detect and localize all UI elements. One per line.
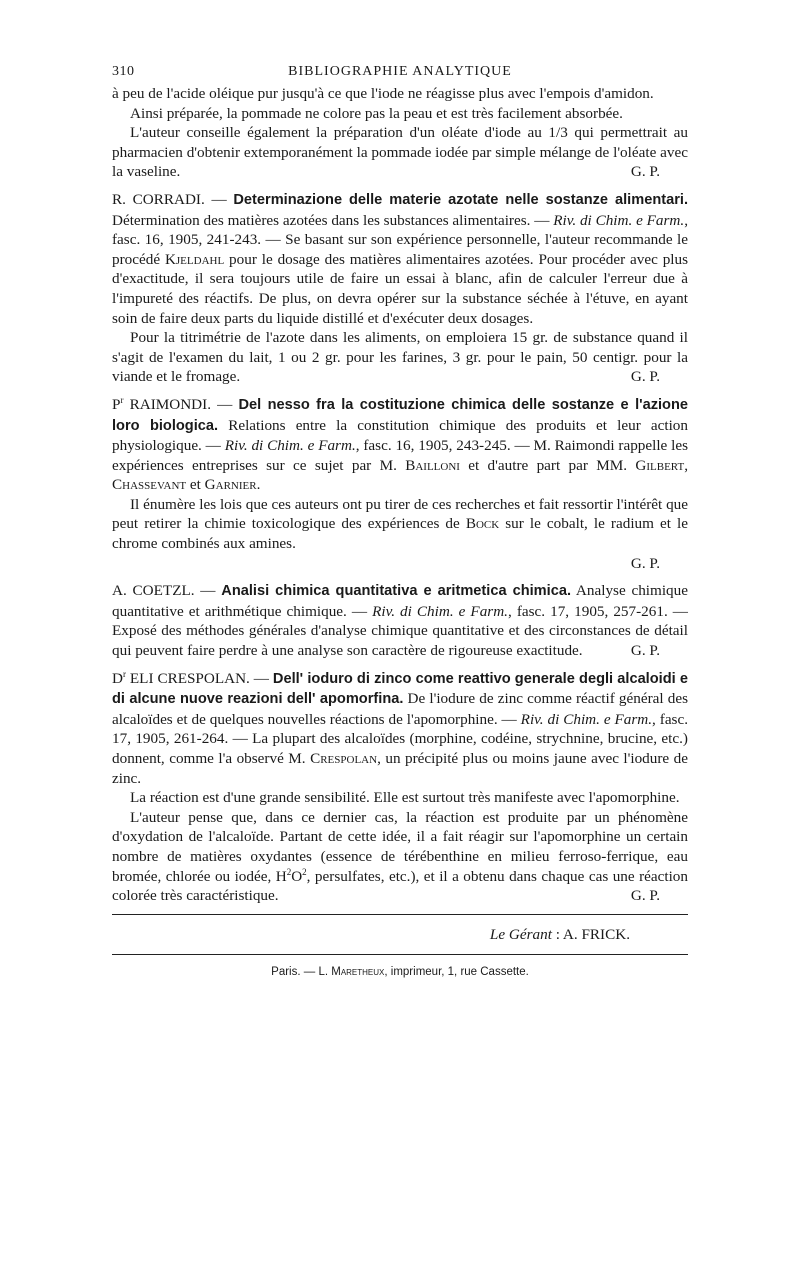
paragraph: à peu de l'acide oléique pur jusqu'à ce que l'iode ne réagisse plus avec l'empois d'amidon. [112, 85, 654, 102]
divider [112, 914, 688, 915]
paragraph: Pour la titrimétrie de l'azote dans les aliments, on emploiera 15 gr. de substance quand il s'agit de l'examen du lait, 1 ou 2 gr. pour les farines, 3 gr. pour le pain, 50 centigr. pour la viande et le fromage. G. P. [112, 329, 688, 386]
signature: G. P. [630, 554, 660, 572]
entry-author: A. COETZL. — [112, 582, 222, 600]
entry-title: Determinazione delle materie azotate nelle sostanze alimentari. [233, 191, 688, 208]
journal-name: Riv. di Chim. e Farm. [553, 211, 685, 229]
signature: G. P. [630, 887, 660, 905]
person-name: Gilbert [635, 456, 685, 474]
entry-author: $P^r$ RAIMONDI. — [112, 394, 239, 413]
journal-name: Riv. di Chim. e Farm. [372, 602, 508, 620]
entry-author: $D^r$ ELI CRESPOLAN. — [112, 668, 273, 687]
person-name: Crespolan [310, 750, 378, 767]
entry-title: Del nesso fra la costituzione chimica delle sostanze e l'azione loro biologica. [112, 396, 689, 434]
person-name: Garnier [204, 476, 257, 494]
signature: G. P. [630, 642, 660, 660]
entry-title: Dell' ioduro di zinco come reattivo generale degli alcaloidi e di alcune nuove reazioni dell' apomorfina. [112, 670, 688, 708]
paragraph: Il énumère les lois que ces auteurs ont pu tirer de ces recherches et fait ressortir l'intérêt que peut retirer la chimie toxicologique des expériences de Bock sur le cobalt, le radium et le chrome combinés aux amines. [112, 495, 688, 553]
signature: G. P. [630, 163, 660, 181]
person-name: Bailloni [405, 456, 460, 474]
review-entry-crespolan: $D^r$ ELI CRESPOLAN. — Dell' ioduro di zinco come reattivo generale degli alcaloidi e di alcune nuove reazioni dell' apomorfina. De l'iodure de zinc comme réactif général des alcaloïdes et de quelques nouvelles réactions de l'apomorphine. — Riv. di Chim. e Farm., fasc. 17, 1905, 261-264. — La plupart des alcaloïdes (morphine, codéine, strychnine, brucine, etc.) donnent, comme l'a observé M. Crespolan, un précipité plus ou moins jaune avec l'iodure de zinc. [112, 668, 689, 787]
page-number: 310 [112, 64, 135, 79]
review-entry-coetzl: A. COETZL. — Analisi chimica quantitativa e aritmetica chimica. Analyse chimique quantitative et arithmétique chimique. — Riv. di Chim. e Farm., fasc. 17, 1905, 257-261. — Exposé des méthodes générales d'analyse chimique quantitative et des circonstances de détail qui peuvent faire perdre à une analyse son caractère de rigoureuse exactitude. G. P. [112, 582, 688, 660]
person-name: Kjeldahl [164, 250, 225, 268]
person-name: Bock [465, 515, 500, 533]
imprint-line: Paris. — L. Maretheux, imprimeur, 1, rue Cassette. [271, 966, 529, 979]
paragraph: L'auteur conseille également la préparation d'un oléate d'iode au 1/3 qui permettrait au pharmacien d'obtenir extemporanément la pommade iodée par simple mélange de l'oléate avec la vaseline. G. P. [112, 124, 688, 181]
journal-name: Riv. di Chim. e Farm. [520, 710, 653, 728]
gerant-line: Le Gérant : A. FRICK. [489, 925, 630, 943]
review-entry-corradi: R. CORRADI. — Determinazione delle materie azotate nelle sostanze alimentari. Détermination des matières azotées dans les substances alimentaires. — Riv. di Chim. e Farm., fasc. 16, 1905, 241-243. — Se basant sur son expérience personnelle, l'auteur recommande le procédé Kjeldahl pour le dosage des matières alimentaires azotées. Pour procéder avec plus d'exactitude, il sera toujours utile de faire un essai à blanc, afin de calculer l'erreur due à l'impureté des réactifs. De plus, on devra opérer sur la substance séchée à l'étuve, en ayant soin de faire deux parts du liquide distillé et d'exécuter deux dosages. [112, 190, 689, 327]
review-entry-raimondi: $P^r$ RAIMONDI. — Del nesso fra la costituzione chimica delle sostanze e l'azione loro biologica. Relations entre la constitution chimique des produits et leur action physiologique. — Riv. di Chim. e Farm., fasc. 16, 1905, 243-245. — M. Raimondi rappelle les expériences entreprises sur ce sujet par M. Bailloni et d'autre part par MM. Gilbert, Chassevant et Garnier. [112, 394, 689, 494]
running-title: BIBLIOGRAPHIE ANALYTIQUE [288, 64, 512, 79]
paragraph: La réaction est d'une grande sensibilité. Elle est surtout très manifeste avec l'apomorphine. [130, 789, 680, 807]
entry-title: Analisi chimica quantitativa e aritmetica chimica. [221, 583, 571, 600]
paragraph: L'auteur pense que, dans ce dernier cas, la réaction est produite par un phénomène d'oxydation de l'alcaloïde. Partant de cette idée, il a fait réagir sur l'apomorphine un certain nombre de matières oxydantes (essence de térébenthine en milieu ferroso-ferrique, eau bromée, chlorée ou iodée, $H^2O^2$, persulfates, etc.), et il a obtenu dans chaque cas une réaction colorée très caractéristique. G. P. [112, 808, 688, 905]
paragraph: Ainsi préparée, la pommade ne colore pas la peau et est très facilement absorbée. [130, 104, 623, 122]
page [112, 62, 688, 983]
person-name: Chassevant [112, 476, 187, 494]
divider [112, 954, 688, 955]
entry-author: R. CORRADI. — [112, 190, 234, 208]
journal-name: Riv. di Chim. e Farm. [224, 437, 356, 455]
running-head [112, 62, 688, 84]
signature: G. P. [630, 368, 660, 386]
